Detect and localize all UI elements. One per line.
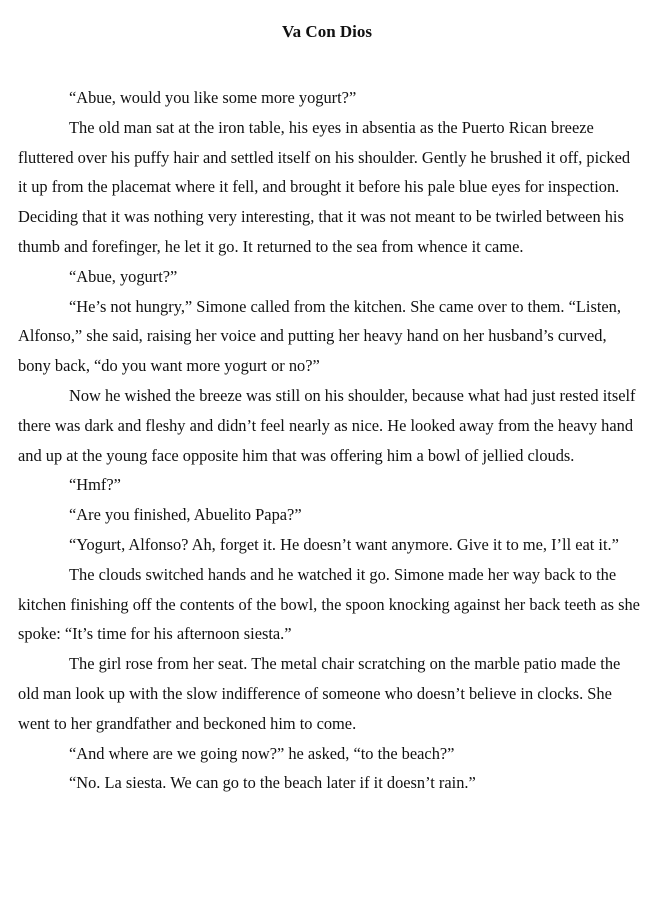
paragraph: “Yogurt, Alfonso? Ah, forget it. He doesn’t want anymore. Give it to me, I’ll eat it.” (69, 534, 619, 554)
paragraph: “Hmf?” (69, 475, 121, 495)
paragraph: The old man sat at the iron table, his eyes in absentia as the Puerto Rican breeze fluttered over his puffy hair and settled itself on his shoulder. Gently he brushed it off, picked it up from the placemat where it fell, and brought it before his pale blue eyes for inspection. Deciding that it was nothing very interesting, that it was not meant to be twirled between his thumb and forefinger, he let it go. It returned to the sea from whence it came. (18, 117, 631, 256)
paragraph: The girl rose from her seat. The metal chair scratching on the marble patio made the old man look up with the slow indifference of someone who doesn’t believe in clocks. She went to her grandfather and beckoned him to come. (18, 654, 621, 733)
paragraph: “And where are we going now?” he asked, “to the beach?” (69, 743, 455, 763)
paragraph: “No. La siesta. We can go to the beach later if it doesn’t rain.” (69, 773, 476, 793)
document-body (18, 83, 643, 798)
paragraph: “Are you finished, Abuelito Papa?” (69, 505, 302, 525)
paragraph: “He’s not hungry,” Simone called from the kitchen. She came over to them. “Listen, Alfonso,” she said, raising her voice and putting her heavy hand on her husband’s curved, bony back, “do you want more yogurt or no?” (18, 296, 621, 376)
paragraph: “Abue, yogurt?” (69, 266, 178, 286)
paragraph: Now he wished the breeze was still on his shoulder, because what had just rested itself there was dark and fleshy and didn’t feel nearly as nice. He looked away from the heavy hand and up at the young face opposite him that was offering him a bowl of jellied clouds. (18, 385, 636, 465)
paragraph: The clouds switched hands and he watched it go. Simone made her way back to the kitchen finishing off the contents of the bowl, the spoon knocking against her back teeth as she spoke: “It’s time for his afternoon siesta.” (18, 564, 640, 644)
document-title: Va Con Dios (281, 22, 373, 41)
paragraph: “Abue, would you like some more yogurt?” (69, 88, 357, 107)
